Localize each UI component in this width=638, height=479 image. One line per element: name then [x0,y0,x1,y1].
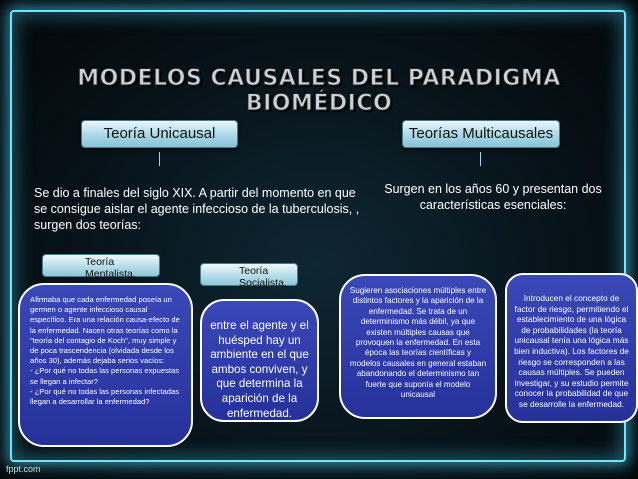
tag-teoria-mentalista: Teoría Mentalista. [42,254,160,277]
slide-title: MODELOS CAUSALES DEL PARADIGMA BIOMÉDICO [77,66,561,116]
mentalista-paragraph: Afirmaba que cada enfermedad poseía un germen o agente infeccioso causal específico. Era una relación causa-efecto de la enfermedad. Nacen otras teorías como la "teoría del contagio de Koch", muy simple y de poca trascendencia (olvidada desde los años 30), además dejaba serios vacíos: [30,295,180,366]
connector-right [480,152,481,166]
connector-left [159,152,160,166]
header-teoria-unicausal: Teoría Unicausal [81,120,238,148]
factor-riesgo-text: Introducen el concepto de factor de riesgo, permitiendo el establecimiento de una lógica de probabilidades (la teoría unicausal tenía una lógica más bien inductiva). Los factores de riesgo se corresponden a las causas múltiples. Se pueden investigar, y su estudio permite conocer la probabilidad de que se desarrolle la enfermedad. [514,293,629,409]
box-mentalista [18,283,193,447]
intro-unicausal: Se dio a finales del siglo XIX. A partir del momento en que se consigue aislar el agente infeccioso de la tuberculosis, , surgen dos teorías: [34,186,360,232]
mentalista-question-1: - ¿Por qué no todas las personas expuestas se llegan a infectar? [30,366,180,386]
box-factor-riesgo [505,273,638,423]
socialista-text: entre el agente y el huésped hay un ambiente en el que ambos conviven, y que determina la aparición de la enfermedad. [210,319,309,420]
intro-multicausal: Surgen en los años 60 y presentan dos características esenciales: [384,182,602,212]
tag-teoria-socialista: Teoría Socialista. [200,263,298,286]
box-socialista [200,299,319,422]
mentalista-question-2: - ¿Por qué no todas las personas infectadas llegan a desarrollar la enfermedad? [30,386,180,407]
footer-brand: fppt.com [6,464,41,474]
box-asociaciones-multiples [339,274,497,419]
asociaciones-text: Sugieren asociaciones múltiples entre distintos factores y la aparición de la enfermedad. Se trata de un determinismo más débil, ya que existen múltiples causas que provoquen la enfermedad. En esta época las teorías científicas y modelos causales en general estaban abandonando el determinismo tan fuerte que suponía el modelo unicausal [349,286,487,400]
header-teorias-multicausales: Teorías Multicausales [402,120,560,148]
